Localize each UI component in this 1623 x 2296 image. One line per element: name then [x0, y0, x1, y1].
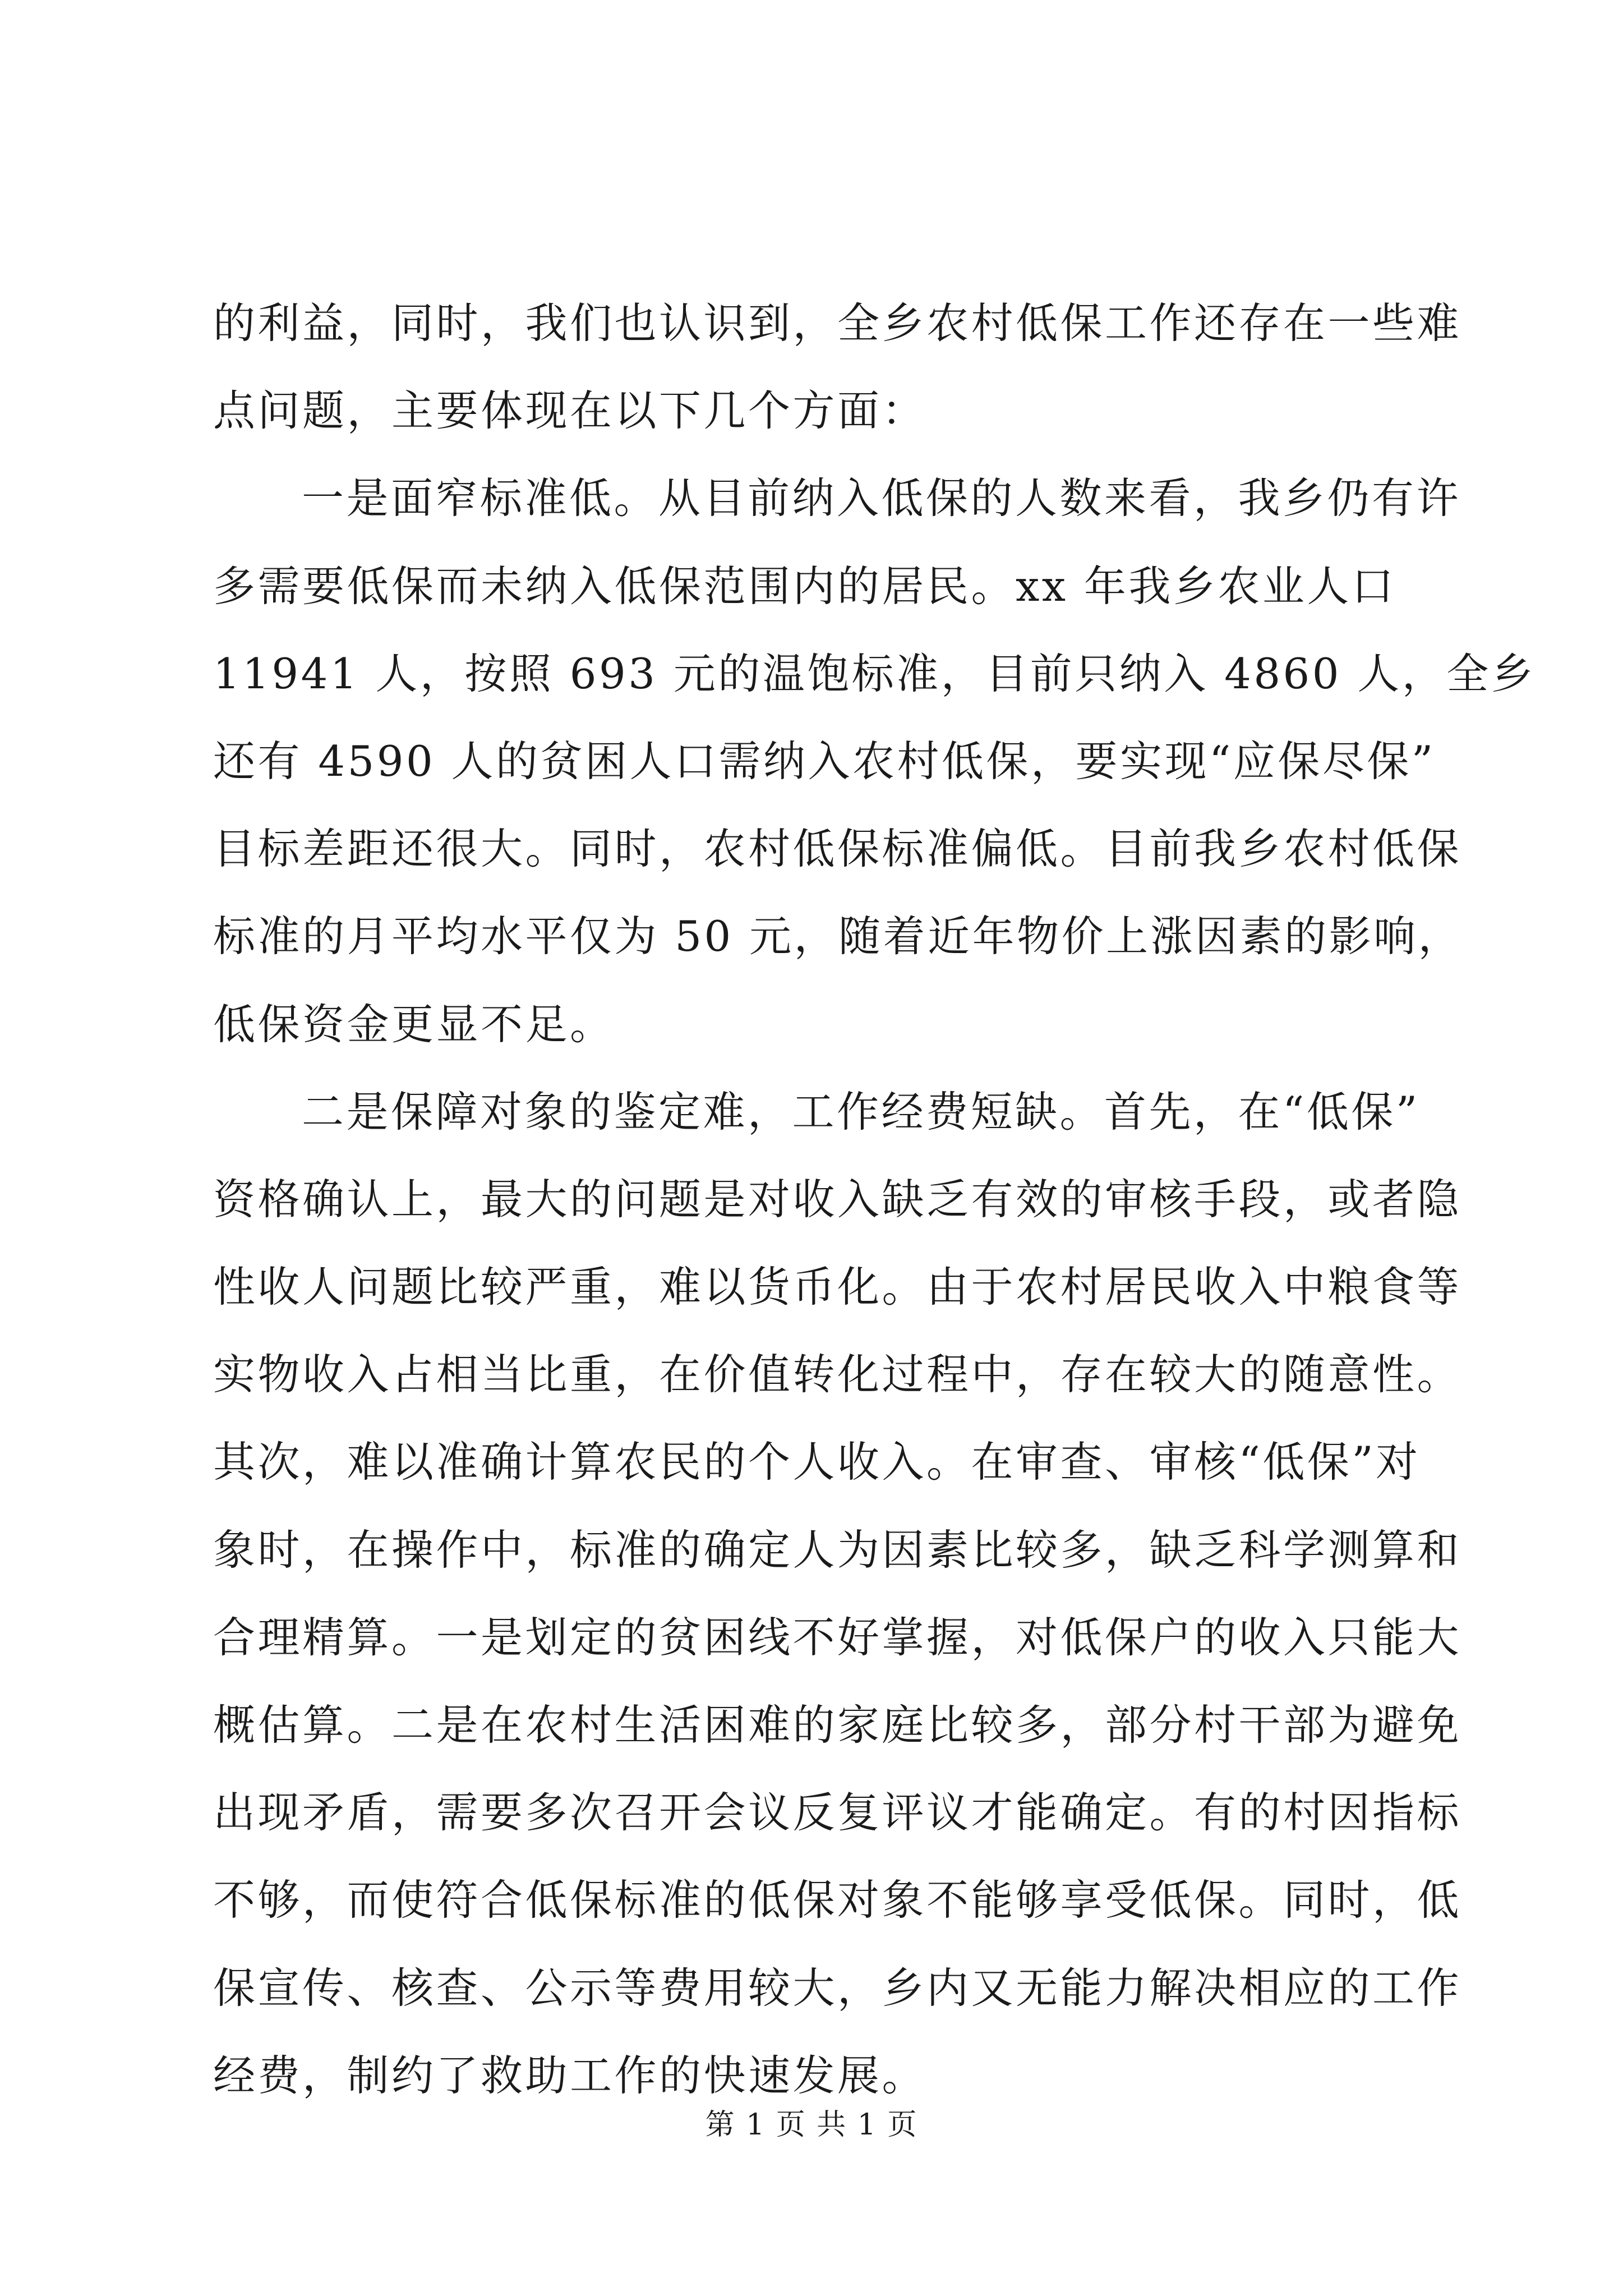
text-line: 保宣传、核查、公示等费用较大，乡内又无能力解决相应的工作 — [213, 1963, 1462, 2013]
paragraph-start-line: 二是保障对象的鉴定难，工作经费短缺。首先，在“低保” — [302, 1087, 1420, 1137]
text-line: 不够，而使符合低保标准的低保对象不能够享受低保。同时，低 — [213, 1875, 1462, 1925]
text-line: 资格确认上，最大的问题是对收入缺乏有效的审核手段，或者隐 — [213, 1174, 1462, 1224]
text-line: 低保资金更显不足。 — [213, 999, 615, 1049]
text-line: 经费，制约了救助工作的快速发展。 — [213, 2050, 927, 2100]
paragraph-start-line: 一是面窄标准低。从目前纳入低保的人数来看，我乡仍有许 — [302, 473, 1461, 523]
text-line: 概估算。二是在农村生活困难的家庭比较多，部分村干部为避免 — [213, 1700, 1462, 1750]
text-line: 出现矛盾，需要多次召开会议反复评议才能确定。有的村因指标 — [213, 1788, 1462, 1838]
text-line: 目标差距还很大。同时，农村低保标准偏低。目前我乡农村低保 — [213, 824, 1462, 874]
text-line: 象时，在操作中，标准的确定人为因素比较多，缺乏科学测算和 — [213, 1525, 1462, 1575]
text-line: 还有 4590 人的贫困人口需纳入农村低保，要实现“应保尽保” — [213, 736, 1436, 786]
text-line: 实物收入占相当比重，在价值转化过程中，存在较大的随意性。 — [213, 1350, 1462, 1400]
text-line: 其次，难以准确计算农民的个人收入。在审查、审核“低保”对 — [213, 1437, 1421, 1487]
text-line: 的利益，同时，我们也认识到，全乡农村低保工作还存在一些难 — [213, 298, 1462, 348]
text-line: 标准的月平均水平仅为 50 元，随着近年物价上涨因素的影响， — [213, 912, 1463, 961]
text-line: 性收人问题比较严重，难以货币化。由于农村居民收入中粮食等 — [213, 1262, 1462, 1312]
page-number-footer: 第 1 页 共 1 页 — [705, 2108, 918, 2142]
text-line: 多需要低保而未纳入低保范围内的居民。xx 年我乡农业人口 — [213, 561, 1396, 611]
text-line: 11941 人，按照 693 元的温饱标准，目前只纳入 4860 人，全乡 — [213, 648, 1536, 698]
text-line: 合理精算。一是划定的贫困线不好掌握，对低保户的收入只能大 — [213, 1612, 1462, 1662]
body-text — [213, 279, 1536, 2119]
text-line: 点问题，主要体现在以下几个方面： — [213, 386, 927, 436]
